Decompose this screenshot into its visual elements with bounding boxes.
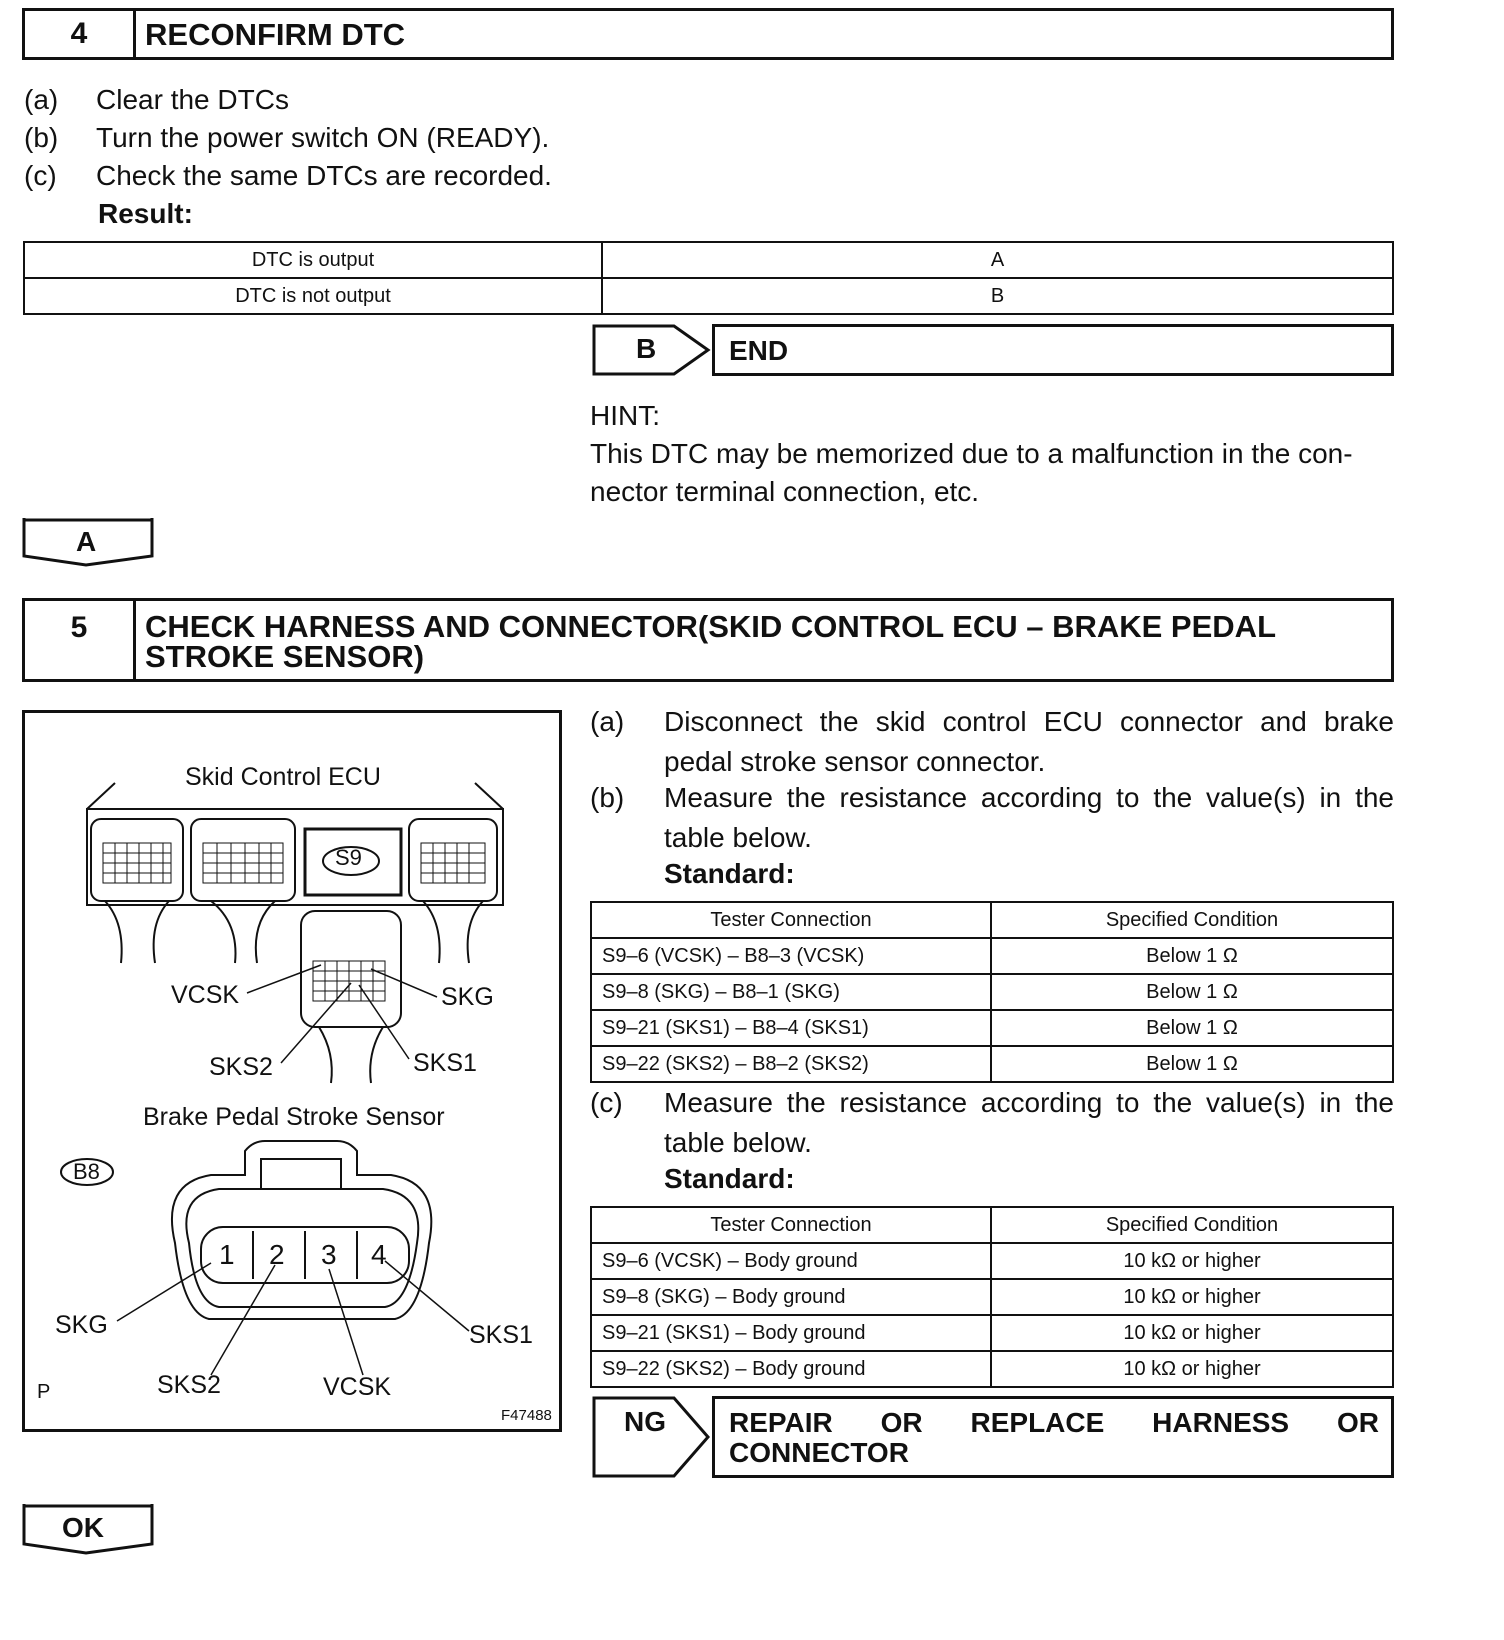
sensor-pin-number-4: 4: [371, 1239, 387, 1270]
ecu-pin-sks1: SKS1: [413, 1049, 477, 1077]
step4-header: [22, 8, 1394, 60]
branch-action-line2: CONNECTOR: [729, 1437, 909, 1468]
table-row: [591, 1279, 1393, 1315]
item-label: (c): [590, 1087, 623, 1118]
sensor-pin-sks2: SKS2: [157, 1371, 221, 1399]
standard-label-2: Standard:: [664, 1163, 795, 1194]
table-cell: A: [602, 242, 1393, 278]
branch-a-tab: [22, 518, 154, 568]
table-cell: S9–8 (SKG) – Body ground: [591, 1279, 991, 1315]
table-cell: 10 kΩ or higher: [991, 1351, 1393, 1387]
item-line1: Measure the resistance according to the value(s) in the: [664, 1087, 1394, 1118]
table-header-row: [591, 902, 1393, 938]
item-label: (a): [590, 706, 625, 737]
step5-item-c: [590, 1083, 1394, 1163]
sensor-connector-code: B8: [73, 1159, 100, 1184]
table-cell: Below 1 Ω: [991, 974, 1393, 1010]
branch-ng: [592, 1396, 1394, 1478]
figure-id: F47488: [501, 1407, 552, 1424]
table-row: [591, 1351, 1393, 1387]
sensor-pin-number-1: 1: [219, 1239, 235, 1270]
connector-diagram: [22, 710, 562, 1432]
step5-item-a: [590, 702, 1394, 782]
table-row: [591, 938, 1393, 974]
table-row: [24, 242, 1393, 278]
item-line1: Measure the resistance according to the value(s) in the: [664, 782, 1394, 813]
item-line2: table below.: [664, 1127, 812, 1158]
item-line2: pedal stroke sensor connector.: [664, 746, 1046, 777]
ecu-title: Skid Control ECU: [185, 763, 381, 791]
resistance-table-1: [590, 901, 1394, 1083]
sensor-title: Brake Pedal Stroke Sensor: [143, 1103, 445, 1131]
step5-header: [22, 598, 1394, 682]
table-row: [591, 1243, 1393, 1279]
branch-action: END: [729, 335, 789, 366]
step4-item-c: [24, 156, 552, 196]
header-divider: [133, 601, 136, 679]
table-row: [591, 1010, 1393, 1046]
item-text: Check the same DTCs are recorded.: [96, 160, 552, 191]
table-cell: S9–6 (VCSK) – B8–3 (VCSK): [591, 938, 991, 974]
table-cell: 10 kΩ or higher: [991, 1243, 1393, 1279]
step5-item-b: [590, 778, 1394, 858]
table-cell: B: [602, 278, 1393, 314]
sensor-pin-number-2: 2: [269, 1239, 285, 1270]
item-text: Clear the DTCs: [96, 84, 289, 115]
item-label: (b): [590, 782, 625, 813]
hint-label: HINT:: [590, 400, 660, 431]
sensor-pin-number-3: 3: [321, 1239, 337, 1270]
table-cell: 10 kΩ or higher: [991, 1279, 1393, 1315]
branch-b: [592, 324, 1394, 376]
table-row: [24, 278, 1393, 314]
step4-item-b: [24, 118, 549, 158]
sensor-pin-sks1: SKS1: [469, 1321, 533, 1349]
item-line1: Disconnect the skid control ECU connector and brake: [664, 706, 1394, 737]
table-cell: Below 1 Ω: [991, 1010, 1393, 1046]
step4-item-a: [24, 80, 289, 120]
branch-ok-tab: [22, 1504, 154, 1556]
table-cell: S9–8 (SKG) – B8–1 (SKG): [591, 974, 991, 1010]
branch-ok-label: OK: [62, 1512, 104, 1543]
table-cell: S9–22 (SKS2) – B8–2 (SKS2): [591, 1046, 991, 1082]
item-line2: table below.: [664, 822, 812, 853]
ecu-connector-code: S9: [335, 845, 362, 870]
table-cell: S9–6 (VCSK) – Body ground: [591, 1243, 991, 1279]
table-header: Tester Connection: [591, 1207, 991, 1243]
step5-title-line2: STROKE SENSOR): [145, 639, 425, 674]
hint-line2: nector terminal connection, etc.: [590, 476, 980, 507]
item-label: (c): [24, 160, 57, 191]
table-cell: 10 kΩ or higher: [991, 1315, 1393, 1351]
corner-mark: P: [37, 1381, 51, 1403]
item-text: Turn the power switch ON (READY).: [96, 122, 550, 153]
resistance-table-2: [590, 1206, 1394, 1388]
step5-number: 5: [70, 611, 88, 644]
table-row: [591, 1046, 1393, 1082]
sensor-pin-skg: SKG: [55, 1311, 108, 1339]
table-header: Tester Connection: [591, 902, 991, 938]
table-row: [591, 1315, 1393, 1351]
step5-title-line1: CHECK HARNESS AND CONNECTOR(SKID CONTROL ECU – BRAKE PEDAL: [145, 609, 1277, 644]
standard-label-1: Standard:: [664, 858, 795, 889]
result-table: [23, 241, 1394, 315]
table-cell: S9–21 (SKS1) – Body ground: [591, 1315, 991, 1351]
result-label: Result:: [98, 198, 193, 229]
table-cell: S9–22 (SKS2) – Body ground: [591, 1351, 991, 1387]
table-cell: S9–21 (SKS1) – B8–4 (SKS1): [591, 1010, 991, 1046]
item-label: (b): [24, 122, 59, 153]
ecu-pin-sks2: SKS2: [209, 1053, 273, 1081]
ecu-pin-vcsk: VCSK: [171, 981, 240, 1009]
branch-a-label: A: [76, 526, 97, 557]
step4-title: RECONFIRM DTC: [145, 17, 406, 52]
sensor-pin-vcsk: VCSK: [323, 1373, 392, 1401]
ecu-pin-skg: SKG: [441, 983, 494, 1011]
table-cell: DTC is output: [24, 242, 602, 278]
hint-line1: This DTC may be memorized due to a malfunction in the con-: [590, 438, 1353, 469]
branch-tag: NG: [624, 1406, 666, 1437]
table-cell: Below 1 Ω: [991, 938, 1393, 974]
table-cell: DTC is not output: [24, 278, 602, 314]
branch-tag: B: [636, 333, 657, 364]
table-cell: Below 1 Ω: [991, 1046, 1393, 1082]
table-header-row: [591, 1207, 1393, 1243]
branch-action-box: [712, 1396, 1394, 1478]
table-header: Specified Condition: [991, 1207, 1393, 1243]
item-label: (a): [24, 84, 59, 115]
step4-number: 4: [25, 11, 136, 57]
branch-action-line1: REPAIR OR REPLACE HARNESS OR: [729, 1407, 1379, 1438]
branch-action-box: [712, 324, 1394, 376]
table-header: Specified Condition: [991, 902, 1393, 938]
table-row: [591, 974, 1393, 1010]
